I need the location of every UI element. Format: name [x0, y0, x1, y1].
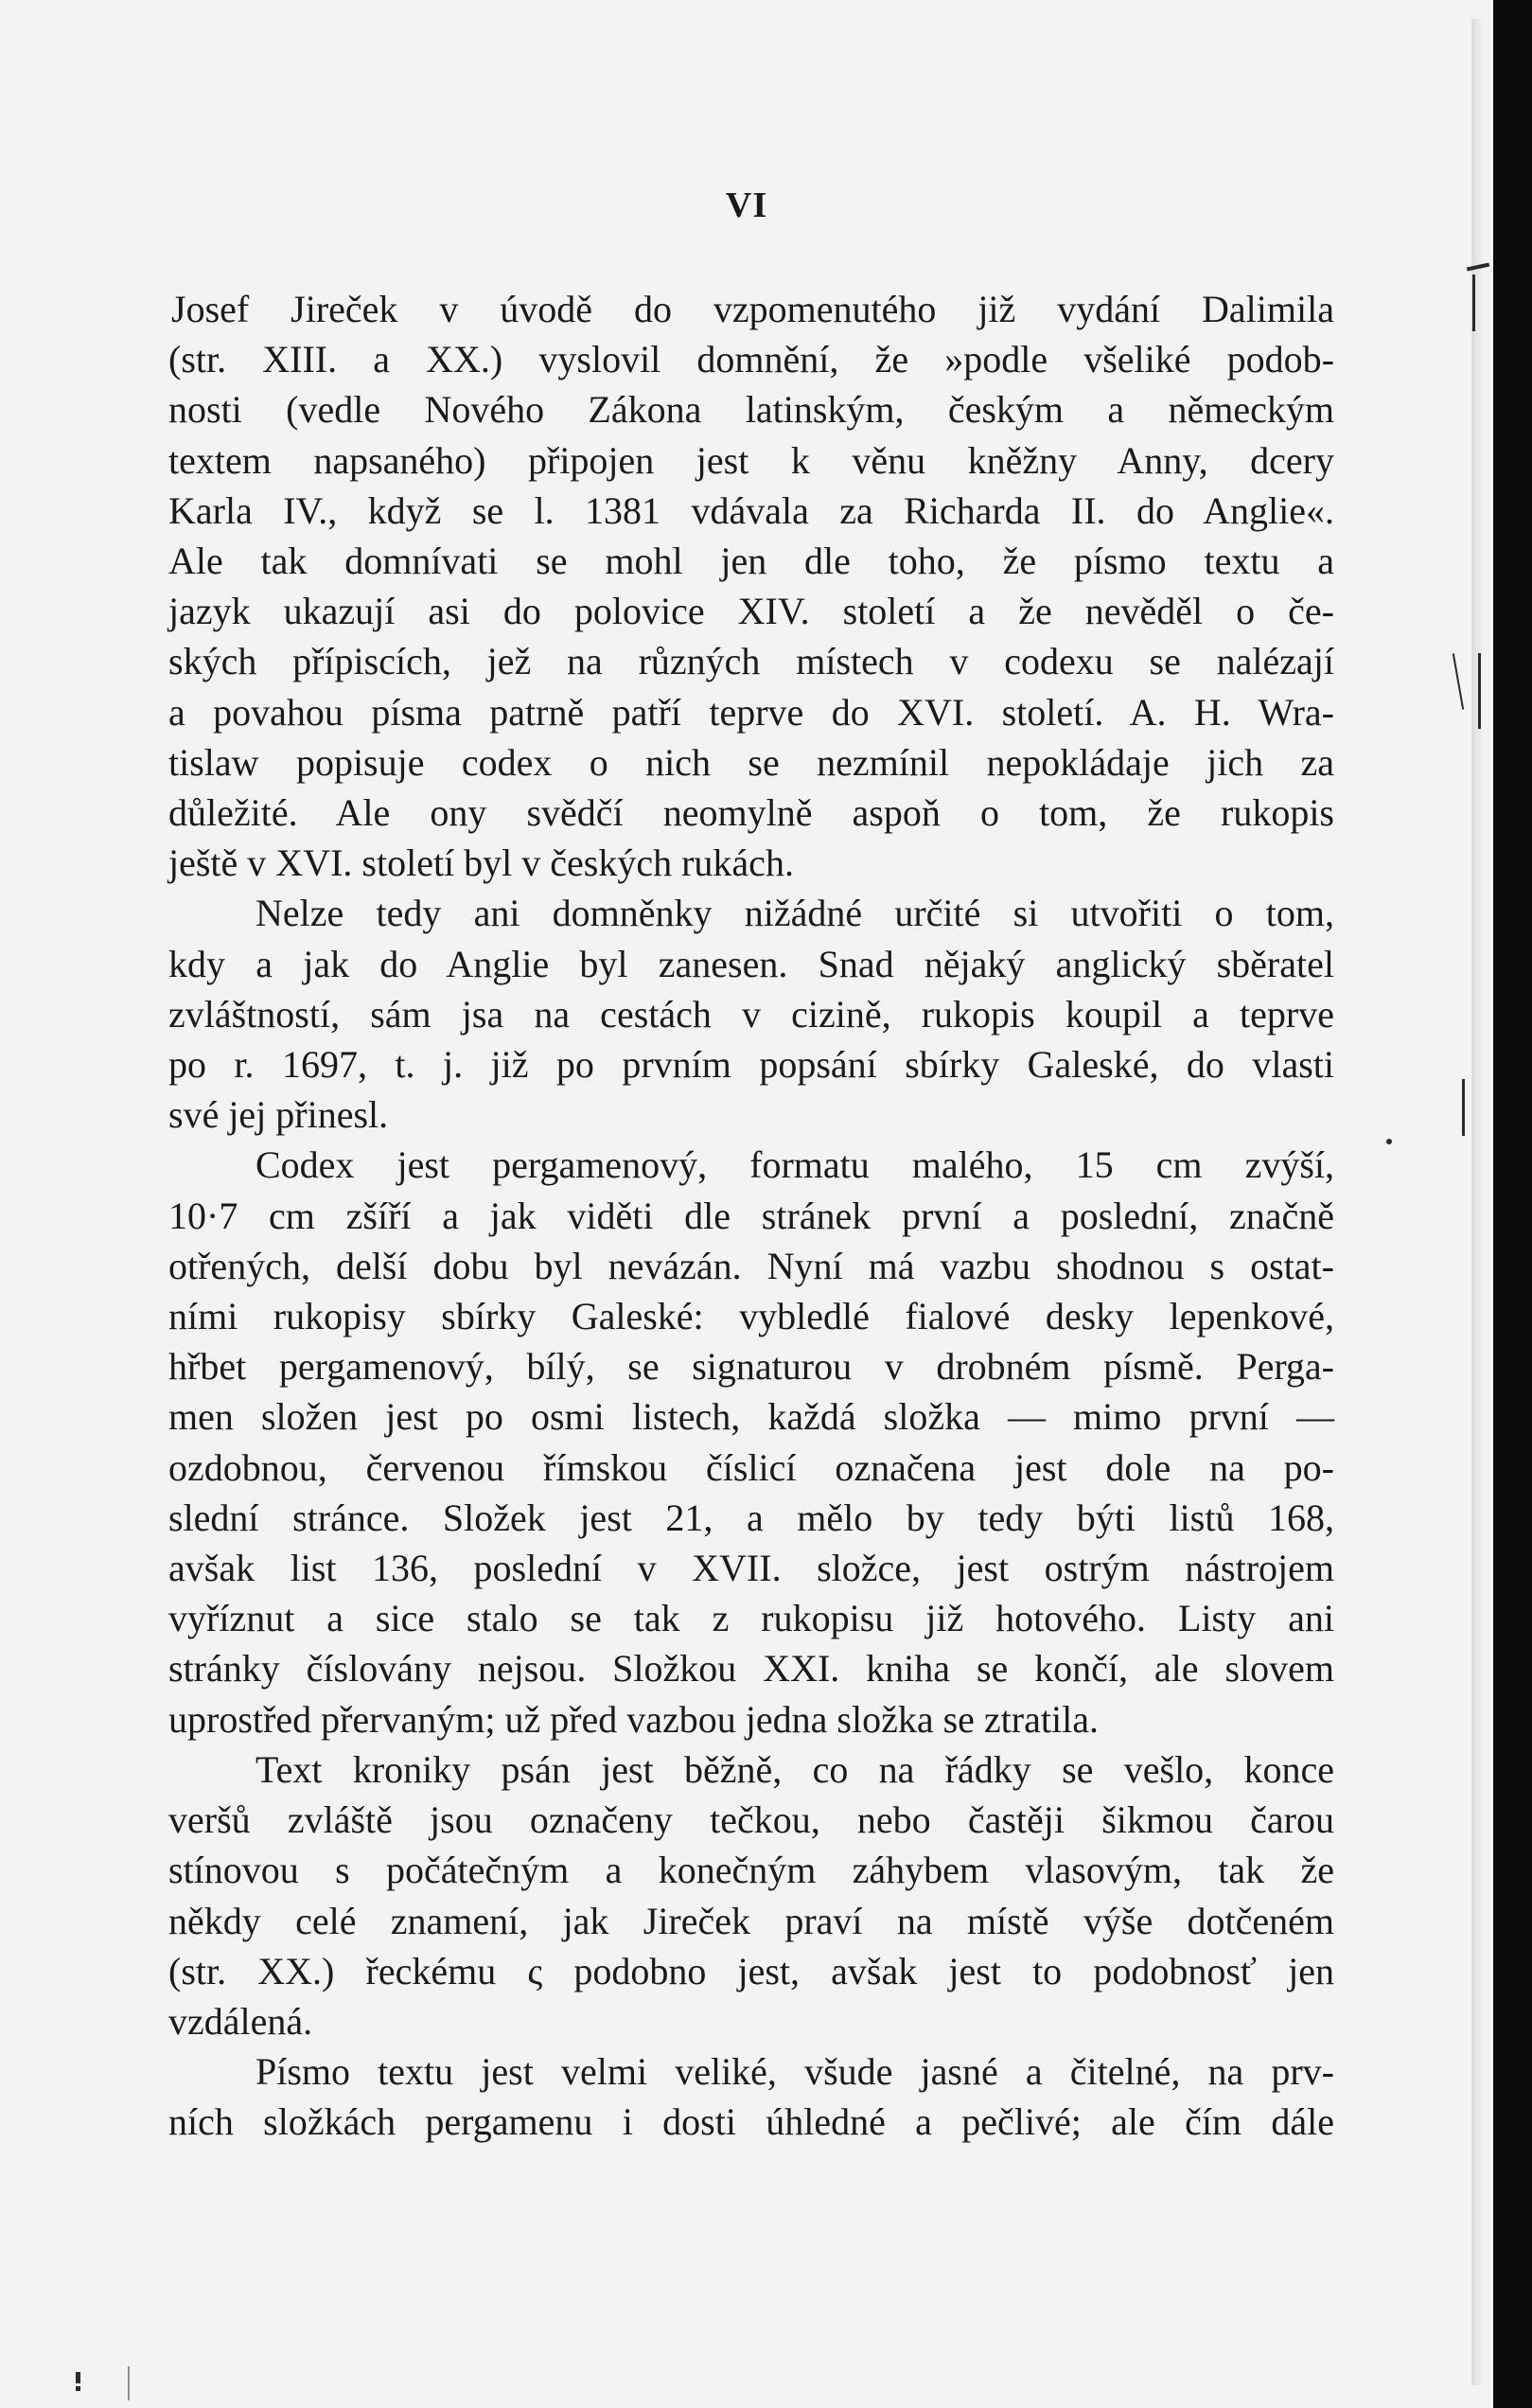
text-line: stránky číslovány nejsou. Složkou XXI. kniha se končí, ale slovem — [168, 1647, 1334, 1691]
text-line: avšak list 136, poslední v XVII. složce, jest ostrým nástrojem — [168, 1547, 1334, 1590]
text-line: nosti (vedle Nového Zákona latinským, českým a německým — [168, 388, 1334, 432]
text-line: ními rukopisy sbírky Galeské: vybledlé fialové desky lepenkové, — [168, 1295, 1334, 1338]
text-line: důležité. Ale ony svědčí neomylně aspoň o tom, že rukopis — [168, 791, 1334, 835]
scan-mark — [76, 2372, 80, 2383]
text-line: men složen jest po osmi listech, každá složka — mimo první — — [168, 1395, 1334, 1439]
text-line: Karla IV., když se l. 1381 vdávala za Richarda II. do Anglie«. — [168, 488, 1334, 532]
text-line: Josef Jireček v úvodě do vzpomenutého již vydání Dalimila — [171, 288, 1334, 330]
text-line: slední stránce. Složek jest 21, a mělo by tedy býti listů 168, — [168, 1496, 1334, 1539]
text-line: vzdálená. — [168, 1999, 313, 2043]
text-line: vyříznut a sice stalo se tak z rukopisu již hotového. Listy ani — [168, 1597, 1334, 1640]
text-line: textem napsaného) připojen jest k věnu kněžny Anny, dcery — [168, 438, 1334, 482]
body-text — [168, 284, 1334, 2148]
text-line: Nelze tedy ani domněnky nižádné určité si utvořiti o tom, — [255, 892, 1334, 935]
text-line: zvláštností, sám jsa na cestách v cizině, rukopis koupil a teprve — [168, 992, 1334, 1036]
text-line: ozdobnou, červenou římskou číslicí označena jest dole na po- — [168, 1445, 1334, 1489]
scan-mark — [128, 2366, 130, 2400]
scan-mark — [1462, 1079, 1465, 1136]
text-line: 10·7 cm zšíří a jak viděti dle stránek první a poslední, značně — [168, 1194, 1334, 1237]
scan-mark — [1453, 653, 1464, 709]
text-line: Text kroniky psán jest běžně, co na řádky se vešlo, konce — [255, 1747, 1334, 1791]
text-line: otřených, delší dobu byl nevázán. Nyní má vazbu shodnou s ostat- — [168, 1244, 1334, 1287]
text-line: Ale tak domnívati se mohl jen dle toho, že písmo textu a — [168, 540, 1334, 583]
text-line: ských přípiscích, jež na různých místech v codexu se nalézají — [168, 640, 1334, 683]
scan-mark — [1386, 1139, 1392, 1144]
scan-mark — [76, 2386, 80, 2391]
text-line: Codex jest pergamenový, formatu malého, 15 cm zvýší, — [255, 1143, 1334, 1187]
scan-mark — [1472, 274, 1475, 331]
text-line: (str. XX.) řeckému ς podobno jest, avšak jest to podobnosť jen — [168, 1949, 1334, 1992]
text-line: Písmo textu jest velmi veliké, všude jasné a čitelné, na prv- — [255, 2050, 1334, 2094]
text-line: své jej přinesl. — [168, 1093, 389, 1137]
text-line: někdy celé znamení, jak Jireček praví na místě výše dotčeném — [168, 1899, 1334, 1942]
text-line: jazyk ukazují asi do polovice XIV. století a že nevěděl o če- — [168, 590, 1334, 633]
text-line: veršů zvláště jsou označeny tečkou, nebo častěji šikmou čarou — [168, 1798, 1334, 1842]
page-edge — [1471, 19, 1483, 2385]
text-line: kdy a jak do Anglie byl zanesen. Snad nějaký anglický sběratel — [168, 942, 1334, 985]
text-line: tislaw popisuje codex o nich se nezmínil nepokládaje jich za — [168, 740, 1334, 784]
text-line: (str. XIII. a XX.) vyslovil domnění, že »podle všeliké podob- — [168, 338, 1334, 381]
text-line: po r. 1697, t. j. již po prvním popsání sbírky Galeské, do vlasti — [168, 1043, 1334, 1087]
text-line: ních složkách pergamenu i dosti úhledné a pečlivé; ale čím dále — [168, 2100, 1334, 2144]
scan-mark — [1478, 653, 1481, 729]
text-line: uprostřed přervaným; už před vazbou jedna složka se ztratila. — [168, 1697, 1099, 1741]
page-number: VI — [725, 186, 768, 225]
text-line: stínovou s počátečným a konečným záhybem vlasovým, tak že — [168, 1849, 1334, 1892]
text-line: a povahou písma patrně patří teprve do XVI. století. A. H. Wra- — [168, 690, 1334, 734]
text-line: hřbet pergamenový, bílý, se signaturou v drobném písmě. Perga- — [168, 1345, 1334, 1389]
text-line: ještě v XVI. století byl v českých rukách. — [168, 841, 794, 885]
